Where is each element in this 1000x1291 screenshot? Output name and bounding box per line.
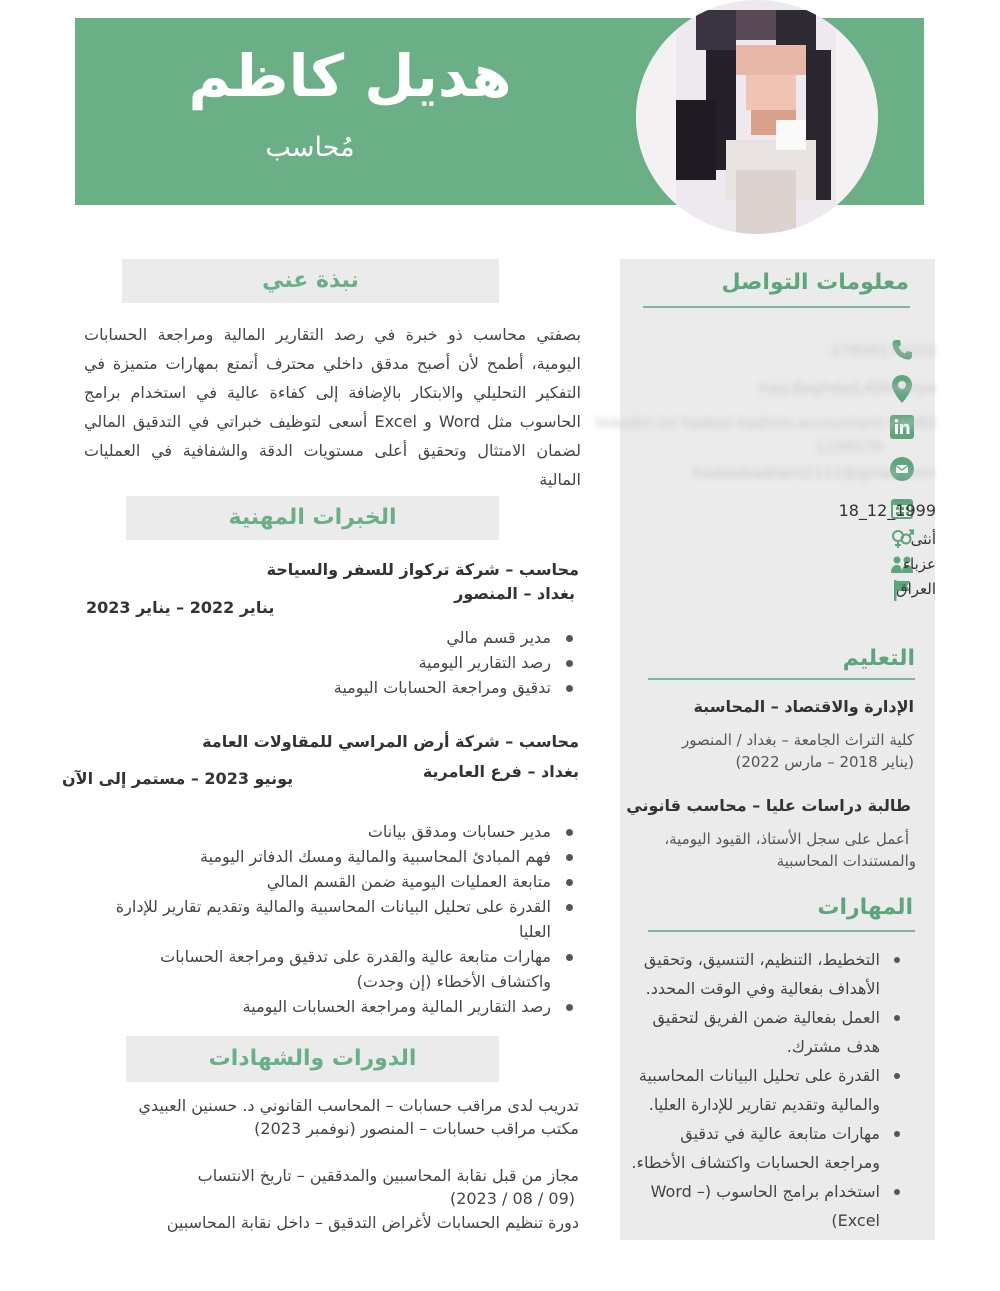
job-title: مُحاسب xyxy=(265,132,355,163)
list-item: القدرة على تحليل البيانات المحاسبية والمالية وتقديم تقارير للإدارة xyxy=(99,894,579,919)
course-3-line1: دورة تنظيم الحسابات لأغراض التدقيق – داخل نقابة المحاسبين xyxy=(166,1213,579,1232)
list-item: مهارات متابعة عالية والقدرة على تدقيق ومراجعة الحسابات xyxy=(99,944,579,969)
course-1-line2: مكتب مراقب حسابات – المنصور (نوفمبر 2023) xyxy=(254,1119,579,1138)
country-value: العراق xyxy=(895,580,936,598)
linkedin-value-2[interactable]: 1234570 xyxy=(815,438,882,456)
job-2-dates: يونيو 2023 – مستمر إلى الآن xyxy=(62,769,294,788)
phone-value: 07804170220 xyxy=(831,342,936,360)
courses-heading: الدورات والشهادات xyxy=(126,1036,499,1082)
education-1-line2: (يناير 2018 – مارس 2022) xyxy=(735,753,914,771)
email-value[interactable]: hadeelkadhem1111@gmail.com xyxy=(693,464,936,482)
list-item: مدير حسابات ومدقق بيانات xyxy=(99,819,579,844)
course-2-line1: مجاز من قبل نقابة المحاسبين والمدققين – تاريخ الانتساب xyxy=(197,1166,579,1185)
list-item-continued: واكتشاف الأخطاء (إن وجدت) xyxy=(356,972,551,991)
education-divider xyxy=(648,678,915,680)
skill-item: القدرة على تحليل البيانات المحاسبية والمالية وتقديم تقارير للإدارة العليا. xyxy=(628,1061,908,1119)
location-value: Iraq,Baghdad,AlAmiriya xyxy=(758,379,936,397)
list-item: رصد التقارير المالية ومراجعة الحسابات اليومية xyxy=(99,994,579,1019)
list-item: رصد التقارير اليومية xyxy=(334,650,579,675)
list-item: مدير قسم مالي xyxy=(334,625,579,650)
skill-item: مهارات متابعة عالية في تدقيق ومراجعة الحسابات واكتشاف الأخطاء. xyxy=(628,1119,908,1177)
contact-heading: معلومات التواصل xyxy=(721,270,909,295)
education-2-line2: والمستندات المحاسبية xyxy=(776,852,916,870)
list-item: فهم المبادئ المحاسبية والمالية ومسك الدفاتر اليومية xyxy=(99,844,579,869)
marital-status-value: عزباء xyxy=(902,555,936,573)
profile-photo xyxy=(636,0,878,234)
job-1-bullets xyxy=(334,625,579,700)
linkedin-value[interactable]: linkedin.in/ hadeel-kadhim-accountant-24680 xyxy=(594,414,936,432)
skills-list xyxy=(628,945,908,1235)
education-2-line1: أعمل على سجل الأستاذ، القيود اليومية، xyxy=(664,830,909,848)
job-2-title: محاسب – شركة أرض المراسي للمقاولات العامة xyxy=(202,732,579,751)
education-1-title: الإدارة والاقتصاد – المحاسبة xyxy=(693,697,914,716)
contact-divider xyxy=(643,306,910,308)
job-1-dates: يناير 2022 – يناير 2023 xyxy=(86,598,275,617)
skill-item: العمل بفعالية ضمن الفريق لتحقيق هدف مشترك. xyxy=(628,1003,908,1061)
skills-divider xyxy=(648,930,915,932)
job-2-location: بغداد – فرع العامرية xyxy=(422,762,579,781)
skill-item: استخدام برامج الحاسوب (– Word Excel) xyxy=(628,1177,908,1235)
experience-heading: الخبرات المهنية xyxy=(126,496,499,540)
list-item: متابعة العمليات اليومية ضمن القسم المالي xyxy=(99,869,579,894)
skills-heading: المهارات xyxy=(817,895,913,920)
education-heading: التعليم xyxy=(842,646,915,671)
education-1-line1: كلية التراث الجامعة – بغداد / المنصور xyxy=(681,731,914,749)
list-item: تدقيق ومراجعة الحسابات اليومية xyxy=(334,675,579,700)
education-2-title: طالبة دراسات عليا – محاسب قانوني xyxy=(626,796,911,815)
gender-value: أنثى xyxy=(910,530,936,548)
skill-item: التخطيط، التنظيم، التنسيق، وتحقيق الأهداف بفعالية وفي الوقت المحدد. xyxy=(628,945,908,1003)
birthdate-value: 1999_12_18 xyxy=(838,501,936,520)
job-1-location: بغداد – المنصور xyxy=(454,584,575,603)
about-paragraph: بصفتي محاسب ذو خبرة في رصد التقارير المالية ومراجعة الحسابات اليومية، أطمح لأن أصبح مدقق داخلي محترف أتمتع بمهارات متميزة في التفكير التحليلي والابتكار بالإضافة إلى كفاءة عالية في استخدام برامج الحاسوب مثل Word و Excel أسعى لتوظيف خبراتي في التدقيق المالي لضمان الامتثال وتحقيق أعلى مستويات الدقة والشفافية في العمليات المالية xyxy=(84,325,581,489)
job-1-title: محاسب – شركة تركواز للسفر والسياحة xyxy=(266,560,579,579)
candidate-name: هديل كاظم xyxy=(188,42,512,110)
job-2-bullets xyxy=(99,819,579,1019)
list-item-continued: العليا xyxy=(518,922,551,941)
course-2-line2: (09 / 08 / 2023) xyxy=(449,1189,575,1208)
about-heading: نبذة عني xyxy=(122,259,499,303)
course-1-line1: تدريب لدى مراقب حسابات – المحاسب القانوني د. حسنين العبيدي xyxy=(138,1096,579,1115)
